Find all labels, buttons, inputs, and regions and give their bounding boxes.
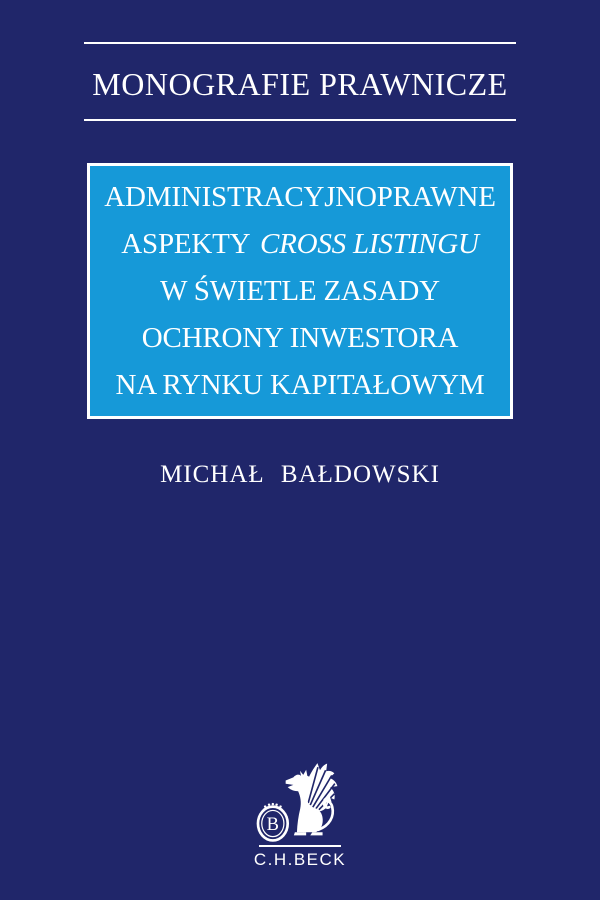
title-panel — [87, 163, 513, 419]
publisher-monogram: B — [266, 814, 279, 835]
title-line-5: NA RYNKU KAPITAŁOWYM — [115, 368, 485, 401]
publisher-logo — [0, 760, 600, 870]
title-line-4: OCHRONY INWESTORA — [141, 321, 459, 354]
author-name: MICHAŁ BAŁDOWSKI — [160, 461, 440, 488]
title-line-2-regular: ASPEKTY — [121, 227, 251, 260]
title-line-2-italic: CROSS LISTINGU — [259, 227, 479, 260]
series-title: MONOGRAFIE PRAWNICZE — [92, 66, 508, 102]
beck-griffin-icon — [253, 760, 347, 842]
title-line-2 — [121, 221, 478, 268]
title-line-3: W ŚWIETLE ZASADY — [160, 274, 440, 307]
publisher-wordmark: C.H.BECK — [253, 850, 347, 869]
series-rule-bottom — [84, 119, 516, 121]
series-rule-top — [84, 42, 516, 44]
logo-rule — [259, 845, 341, 847]
title-line-1: ADMINISTRACYJNOPRAWNE — [104, 180, 496, 213]
